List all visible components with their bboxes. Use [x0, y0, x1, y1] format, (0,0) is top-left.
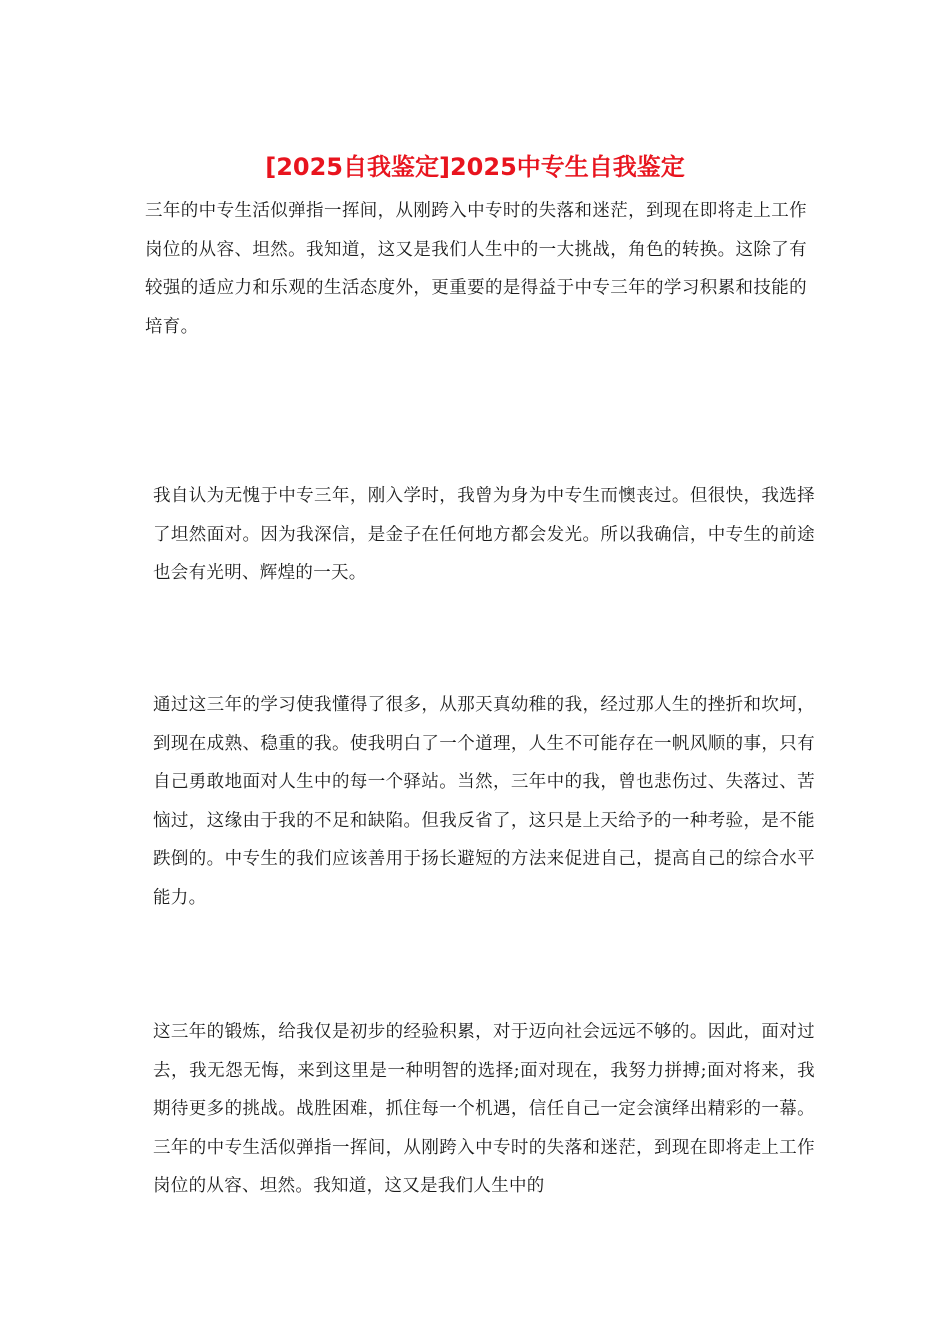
paragraph-1: 三年的中专生活似弹指一挥间，从刚跨入中专时的失落和迷茫，到现在即将走上工作岗位的从容、坦然。我知道，这又是我们人生中的一大挑战，角色的转换。这除了有较强的适应力和乐观的生活态度外，更重要的是得益于中专三年的学习积累和技能的培育。: [145, 201, 807, 337]
paragraph-4: 这三年的锻炼，给我仅是初步的经验积累，对于迈向社会远远不够的。因此，面对过去，我无怨无悔，来到这里是一种明智的选择;面对现在，我努力拼搏;面对将来，我期待更多的挑战。战胜困难，抓住每一个机遇，信任自己一定会演绎出精彩的一幕。三年的中专生活似弹指一挥间，从刚跨入中专时的失落和迷茫，到现在即将走上工作岗位的从容、坦然。我知道，这又是我们人生中的: [153, 1022, 815, 1197]
document-title: [2025自我鉴定]2025中专生自我鉴定: [265, 153, 685, 181]
paragraph-2: 我自认为无愧于中专三年，刚入学时，我曾为身为中专生而懊丧过。但很快，我选择了坦然面对。因为我深信，是金子在任何地方都会发光。所以我确信，中专生的前途也会有光明、辉煌的一天。: [153, 486, 815, 584]
paragraph-3: 通过这三年的学习使我懂得了很多，从那天真幼稚的我，经过那人生的挫折和坎坷，到现在成熟、稳重的我。使我明白了一个道理，人生不可能存在一帆风顺的事，只有自己勇敢地面对人生中的每一个驿站。当然，三年中的我，曾也悲伤过、失落过、苦恼过，这缘由于我的不足和缺陷。但我反省了，这只是上天给予的一种考验，是不能跌倒的。中专生的我们应该善用于扬长避短的方法来促进自己，提高自己的综合水平能力。: [153, 695, 815, 908]
